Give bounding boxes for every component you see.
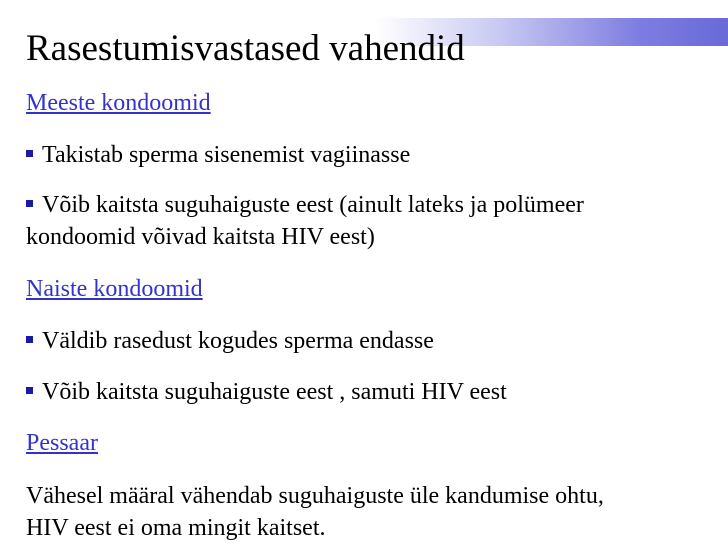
bullet-text-continuation: kondoomid võivad kaitsta HIV eest) xyxy=(26,224,375,250)
link-female-condoms[interactable]: Naiste kondoomid xyxy=(26,276,203,302)
link-male-condoms[interactable]: Meeste kondoomid xyxy=(26,90,211,116)
square-bullet-icon xyxy=(26,200,33,207)
bullet-item xyxy=(26,326,434,356)
square-bullet-icon xyxy=(26,150,33,157)
square-bullet-icon xyxy=(26,387,33,394)
slide-title: Rasestumisvastased vahendid xyxy=(26,28,465,69)
bullet-item xyxy=(26,140,410,170)
square-bullet-icon xyxy=(26,336,33,343)
bullet-item xyxy=(26,377,507,407)
paragraph-line: HIV eest ei oma mingit kaitset. xyxy=(26,515,326,541)
bullet-item xyxy=(26,190,584,220)
bullet-text: Takistab sperma sisenemist vagiinasse xyxy=(42,142,411,168)
bullet-text: Väldib rasedust kogudes sperma endasse xyxy=(42,328,434,354)
bullet-text: Võib kaitsta suguhaiguste eest (ainult lateks ja polümeer xyxy=(42,192,584,218)
link-diaphragm[interactable]: Pessaar xyxy=(26,430,98,456)
paragraph-line: Vähesel määral vähendab suguhaiguste üle kandumise ohtu, xyxy=(26,483,604,509)
bullet-text: Võib kaitsta suguhaiguste eest , samuti HIV eest xyxy=(42,379,507,405)
